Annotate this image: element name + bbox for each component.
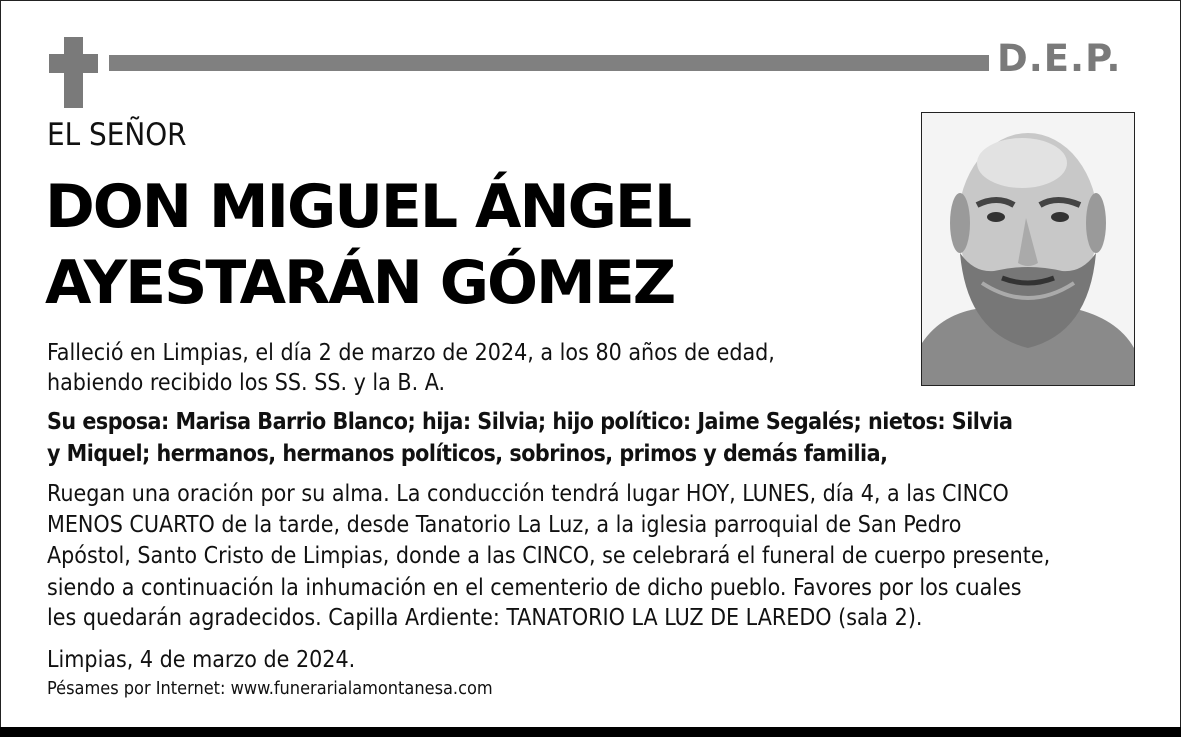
death-details-line2: habiendo recibido los SS. SS. y la B. A. [47, 370, 446, 396]
family-line1: Su esposa: Marisa Barrio Blanco; hija: Silvia; hijo político: Jaime Segalés; nietos: Silvia [47, 409, 1013, 435]
honorific: EL SEÑOR [47, 117, 187, 153]
funeral-details-line1: Ruegan una oración por su alma. La conducción tendrá lugar HOY, LUNES, día 4, a las CINCO [47, 481, 1009, 507]
header-rule [109, 55, 989, 71]
funeral-details-line3: Apóstol, Santo Cristo de Limpias, donde a las CINCO, se celebrará el funeral de cuerpo presente, [47, 543, 1051, 569]
dep-label: D.E.P. [997, 37, 1122, 80]
deceased-name-line1: DON MIGUEL ÁNGEL [45, 172, 691, 242]
death-details-line1: Falleció en Limpias, el día 2 de marzo de 2024, a los 80 años de edad, [47, 340, 775, 366]
bottom-border [0, 727, 1181, 737]
date-place: Limpias, 4 de marzo de 2024. [47, 647, 356, 673]
family-line2: y Miquel; hermanos, hermanos políticos, sobrinos, primos y demás familia, [47, 441, 888, 467]
deceased-name-line2: AYESTARÁN GÓMEZ [45, 248, 675, 318]
funeral-details-line2: MENOS CUARTO de la tarde, desde Tanatorio La Luz, a la iglesia parroquial de San Pedro [47, 512, 962, 538]
funeral-details-line5: les quedarán agradecidos. Capilla Ardiente: TANATORIO LA LUZ DE LAREDO (sala 2). [47, 605, 923, 631]
cross-icon-bar [49, 54, 98, 73]
portrait-image [922, 113, 1134, 385]
condolences-website: Pésames por Internet: www.funerarialamontanesa.com [47, 678, 493, 699]
funeral-details-line4: siendo a continuación la inhumación en el cementerio de dicho pueblo. Favores por los cuales [47, 575, 1022, 601]
portrait-photo [921, 112, 1135, 386]
